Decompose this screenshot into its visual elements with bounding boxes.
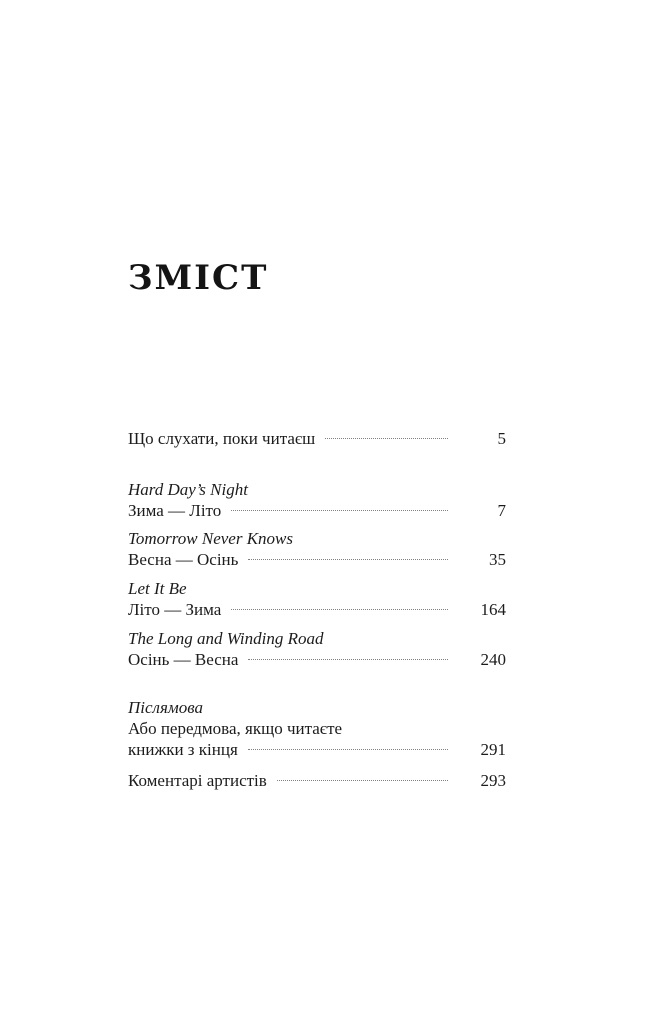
toc-entry-part1[interactable] (128, 501, 506, 521)
toc-entry-part2[interactable] (128, 550, 506, 570)
dot-leader (248, 559, 448, 560)
page-title: ЗМІСТ (128, 258, 269, 298)
toc-section-subtitle: Let It Be (128, 579, 187, 598)
toc-entry-label: Що слухати, поки читаєш (128, 429, 316, 448)
toc-entry-label: Коментарі артистів (128, 771, 267, 790)
toc-section-subtitle: Післямова (128, 698, 203, 717)
toc-page-number: 240 (480, 650, 506, 669)
dot-leader (248, 749, 448, 750)
toc-page-number: 7 (497, 501, 506, 520)
toc-entry-part3[interactable] (128, 600, 506, 620)
toc-entry-label: Літо — Зима (128, 600, 222, 619)
dot-leader (248, 659, 448, 660)
toc-page-number: 164 (480, 600, 506, 619)
toc-section-subtitle: Hard Day’s Night (128, 480, 248, 499)
toc-entry-label: Весна — Осінь (128, 550, 239, 569)
toc-entry-label: Зима — Літо (128, 501, 222, 520)
toc-entry-text: Або передмова, якщо читаєте (128, 719, 343, 738)
toc-entry-intro[interactable] (128, 429, 506, 449)
toc-section-subtitle: The Long and Winding Road (128, 629, 324, 648)
dot-leader (231, 510, 448, 511)
toc-entry-label: Осінь — Весна (128, 650, 239, 669)
dot-leader (325, 438, 448, 439)
toc-page-number: 5 (497, 429, 506, 448)
toc-page-number: 35 (489, 550, 506, 569)
dot-leader (231, 609, 448, 610)
toc-entry-part4[interactable] (128, 650, 506, 670)
dot-leader (277, 780, 448, 781)
toc-entry-afterword[interactable] (128, 740, 506, 760)
toc-page-number: 291 (480, 740, 506, 759)
toc-entry-comments[interactable] (128, 771, 506, 791)
toc-section-subtitle: Tomorrow Never Knows (128, 529, 293, 548)
toc-page-number: 293 (480, 771, 506, 790)
toc-entry-label: книжки з кінця (128, 740, 238, 759)
